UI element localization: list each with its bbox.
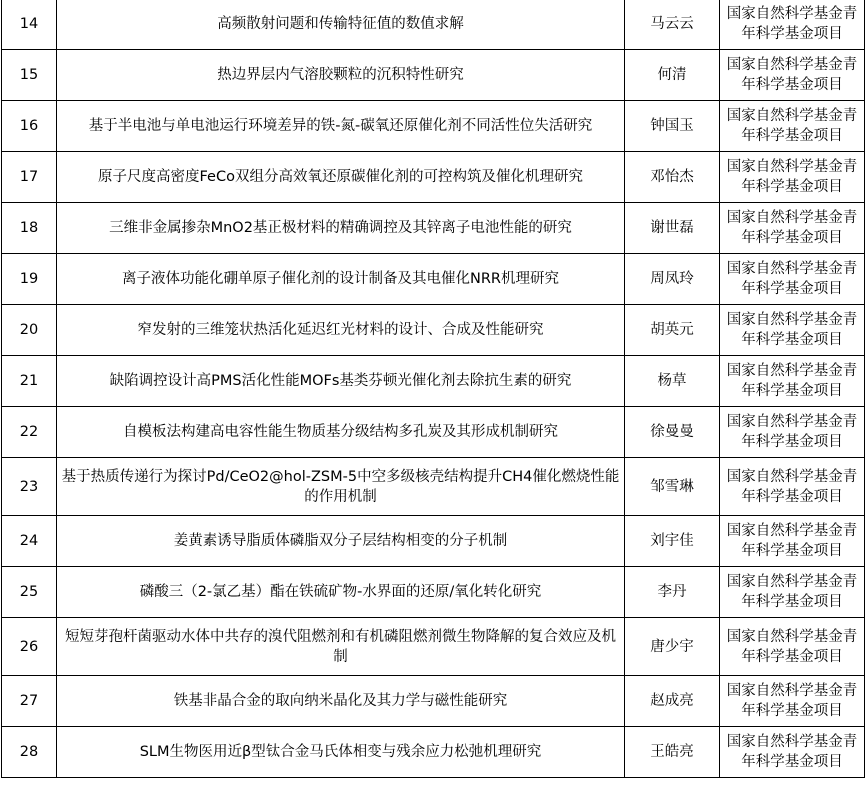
funding-type-cell: 国家自然科学基金青年科学基金项目 — [720, 101, 865, 152]
leader-name-cell: 王皓亮 — [625, 727, 720, 778]
row-number-cell: 25 — [2, 567, 57, 618]
row-number-cell: 19 — [2, 254, 57, 305]
leader-name-cell: 谢世磊 — [625, 203, 720, 254]
leader-name-cell: 刘宇佳 — [625, 516, 720, 567]
project-title-cell: 短短芽孢杆菌驱动水体中共存的溴代阻燃剂和有机磷阻燃剂微生物降解的复合效应及机制 — [57, 618, 625, 676]
project-title-cell: 磷酸三（2-氯乙基）酯在铁硫矿物-水界面的还原/氧化转化研究 — [57, 567, 625, 618]
table-row — [2, 676, 865, 727]
table-row — [2, 356, 865, 407]
project-title-cell: 窄发射的三维笼状热活化延迟红光材料的设计、合成及性能研究 — [57, 305, 625, 356]
project-table — [1, 0, 865, 778]
project-title-cell: 热边界层内气溶胶颗粒的沉积特性研究 — [57, 50, 625, 101]
row-number-cell: 22 — [2, 407, 57, 458]
leader-name-cell: 唐少宇 — [625, 618, 720, 676]
project-table-body — [2, 0, 865, 778]
project-title-cell: 三维非金属掺杂MnO2基正极材料的精确调控及其锌离子电池性能的研究 — [57, 203, 625, 254]
row-number-cell: 18 — [2, 203, 57, 254]
row-number-cell: 20 — [2, 305, 57, 356]
row-number-cell: 23 — [2, 458, 57, 516]
funding-type-cell: 国家自然科学基金青年科学基金项目 — [720, 676, 865, 727]
leader-name-cell: 胡英元 — [625, 305, 720, 356]
row-number-cell: 21 — [2, 356, 57, 407]
table-row — [2, 305, 865, 356]
funding-type-cell: 国家自然科学基金青年科学基金项目 — [720, 305, 865, 356]
table-row — [2, 407, 865, 458]
table-row — [2, 516, 865, 567]
project-title-cell: 缺陷调控设计高PMS活化性能MOFs基类芬顿光催化剂去除抗生素的研究 — [57, 356, 625, 407]
project-title-cell: 铁基非晶合金的取向纳米晶化及其力学与磁性能研究 — [57, 676, 625, 727]
leader-name-cell: 赵成亮 — [625, 676, 720, 727]
row-number-cell: 27 — [2, 676, 57, 727]
funding-type-cell: 国家自然科学基金青年科学基金项目 — [720, 356, 865, 407]
funding-type-cell: 国家自然科学基金青年科学基金项目 — [720, 458, 865, 516]
table-row — [2, 727, 865, 778]
leader-name-cell: 何清 — [625, 50, 720, 101]
row-number-cell: 17 — [2, 152, 57, 203]
funding-type-cell: 国家自然科学基金青年科学基金项目 — [720, 254, 865, 305]
row-number-cell: 24 — [2, 516, 57, 567]
project-title-cell: 基于半电池与单电池运行环境差异的铁-氮-碳氧还原催化剂不同活性位失活研究 — [57, 101, 625, 152]
table-row — [2, 152, 865, 203]
table-row — [2, 203, 865, 254]
funding-type-cell: 国家自然科学基金青年科学基金项目 — [720, 0, 865, 50]
leader-name-cell: 杨草 — [625, 356, 720, 407]
project-title-cell: 离子液体功能化硼单原子催化剂的设计制备及其电催化NRR机理研究 — [57, 254, 625, 305]
row-number-cell: 28 — [2, 727, 57, 778]
table-row — [2, 0, 865, 50]
leader-name-cell: 周凤玲 — [625, 254, 720, 305]
funding-type-cell: 国家自然科学基金青年科学基金项目 — [720, 727, 865, 778]
funding-type-cell: 国家自然科学基金青年科学基金项目 — [720, 407, 865, 458]
funding-type-cell: 国家自然科学基金青年科学基金项目 — [720, 203, 865, 254]
funding-type-cell: 国家自然科学基金青年科学基金项目 — [720, 50, 865, 101]
leader-name-cell: 李丹 — [625, 567, 720, 618]
row-number-cell: 15 — [2, 50, 57, 101]
leader-name-cell: 马云云 — [625, 0, 720, 50]
funding-type-cell: 国家自然科学基金青年科学基金项目 — [720, 516, 865, 567]
table-row — [2, 50, 865, 101]
leader-name-cell: 邹雪琳 — [625, 458, 720, 516]
project-title-cell: 高频散射问题和传输特征值的数值求解 — [57, 0, 625, 50]
leader-name-cell: 钟国玉 — [625, 101, 720, 152]
table-row — [2, 101, 865, 152]
row-number-cell: 14 — [2, 0, 57, 50]
project-title-cell: 姜黄素诱导脂质体磷脂双分子层结构相变的分子机制 — [57, 516, 625, 567]
table-row — [2, 567, 865, 618]
project-title-cell: 原子尺度高密度FeCo双组分高效氧还原碳催化剂的可控构筑及催化机理研究 — [57, 152, 625, 203]
funding-type-cell: 国家自然科学基金青年科学基金项目 — [720, 567, 865, 618]
row-number-cell: 26 — [2, 618, 57, 676]
table-row — [2, 618, 865, 676]
project-title-cell: 基于热质传递行为探讨Pd/CeO2@hol-ZSM-5中空多级核壳结构提升CH4催化燃烧性能的作用机制 — [57, 458, 625, 516]
funding-type-cell: 国家自然科学基金青年科学基金项目 — [720, 618, 865, 676]
project-title-cell: 自模板法构建高电容性能生物质基分级结构多孔炭及其形成机制研究 — [57, 407, 625, 458]
table-row — [2, 254, 865, 305]
funding-type-cell: 国家自然科学基金青年科学基金项目 — [720, 152, 865, 203]
row-number-cell: 16 — [2, 101, 57, 152]
project-title-cell: SLM生物医用近β型钛合金马氏体相变与残余应力松弛机理研究 — [57, 727, 625, 778]
table-row — [2, 458, 865, 516]
leader-name-cell: 徐曼曼 — [625, 407, 720, 458]
leader-name-cell: 邓怡杰 — [625, 152, 720, 203]
